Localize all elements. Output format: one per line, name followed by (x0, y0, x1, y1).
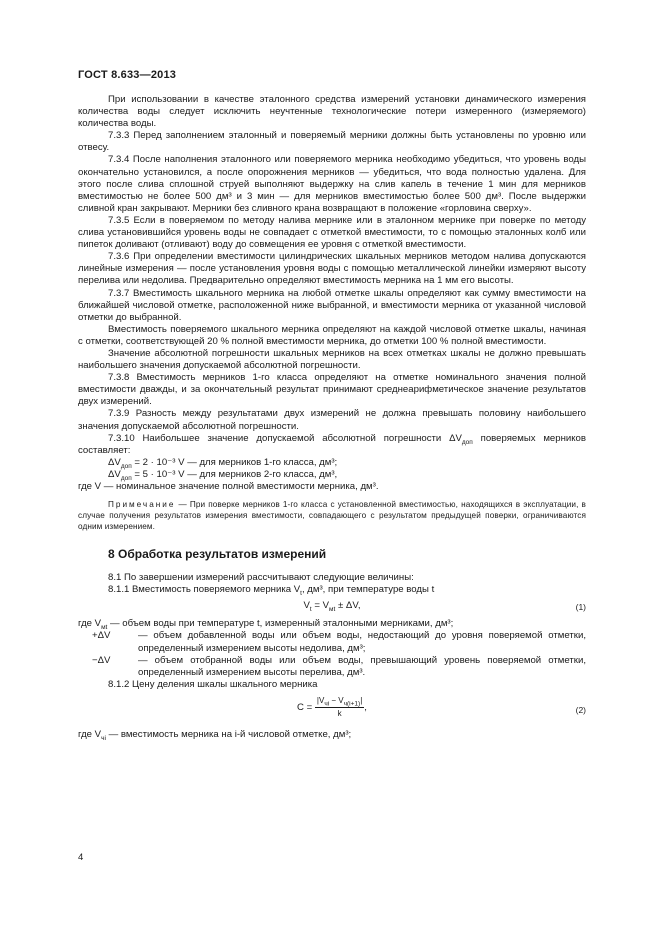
subscript: чi (101, 734, 106, 742)
subscript: t (300, 590, 302, 598)
text-run: где V (78, 618, 102, 630)
paragraph: При использовании в качестве эталонного средства измерений установки динамического измерения количества воды следует исключить неучтенные технологические потери измеренного (измеряемого) количества воды. (78, 94, 586, 130)
text-run: , дм³, при температуре воды t (301, 584, 435, 596)
paragraph-8-1: 8.1 По завершении измерений рассчитывают следующие величины: (108, 572, 414, 584)
text-run: где V (78, 728, 102, 740)
eq-text: | (360, 695, 363, 705)
text-run: — объем воды при температуре t, измеренный эталонными мерниками, дм³; (107, 618, 454, 630)
paragraph-7-3-9: 7.3.9 Разность между результатами двух измерений не должна превышать половину наибольшего значения допускаемой абсолютной погрешности. (78, 408, 586, 432)
eq-lhs: C = (297, 702, 313, 714)
equation-number: (2) (575, 704, 586, 715)
fraction-numerator (315, 695, 364, 708)
eq-text: ± ΔV, (335, 600, 361, 612)
paragraph-7-3-8: 7.3.8 Вместимость мерников 1-го класса определяют на отметке номинального значения полной вместимости дважды, и за окончательный результат принимают среднеарифметическое значение результатов двух измерений. (78, 372, 586, 408)
subscript: ч(i+1) (343, 700, 361, 708)
paragraph-8-1-2: 8.1.2 Цену деления шкалы шкального мерника (108, 678, 318, 690)
paragraph-7-3-3: 7.3.3 Перед заполнением эталонный и поверяемый мерники должны быть установлены по уровню или отвесу. (78, 130, 586, 154)
section-title: 8 Обработка результатов измерений (108, 547, 327, 562)
where-item (78, 655, 586, 679)
where-clause (78, 729, 586, 741)
text-run: — вместимость мерника на i-й числовой отметке, дм³; (105, 728, 352, 740)
page-number: 4 (78, 852, 84, 863)
equation-number: (1) (575, 602, 586, 613)
eq-tail: , (364, 702, 367, 714)
subscript: доп (120, 462, 132, 470)
where-symbol: +ΔV (92, 630, 111, 642)
eq-text: V (303, 600, 310, 612)
text-run: 7.3.10 Наибольшее значение допускаемой абсолютной погрешности ΔV (108, 432, 462, 444)
paragraph-7-3-7: 7.3.7 Вместимость шкального мерника на любой отметке шкалы определяют как сумму вместимости на ближайшей числовой отметке, расположенной ниже выбранной, и вместимости мерника от указанной числовой отметки до выбранной. (78, 287, 586, 323)
subscript: t (309, 606, 312, 614)
formula-rhs: = 5 · 10⁻³ V — для мерников 2-го класса, дм³, (131, 468, 338, 480)
eq-text: |V (316, 695, 325, 705)
where-text: — объем добавленной воды или объем воды, недостающий до уровня поверяемой отметки, определенный измерением высоты недолива, дм³; (138, 630, 586, 654)
subscript: доп (461, 438, 473, 446)
paragraph-7-3-5: 7.3.5 Если в поверяемом по методу налива мернике или в эталонном мернике при поверке по методу слива установившийся уровень воды не совпадает с отметкой вместимости, то с помощью эталонных колб или пипеток доливают (отливают) воду до совмещения ее уровня с отметкой вместимости. (78, 214, 586, 251)
formula-rhs: = 2 · 10⁻³ V — для мерников 1-го класса, дм³; (131, 456, 338, 468)
equation-1 (78, 600, 586, 614)
formula-class-2 (78, 469, 586, 481)
where-clause (78, 618, 586, 630)
page-content (78, 94, 586, 741)
text-run: 8.1.1 Вместимость поверяемого мерника V (108, 584, 301, 596)
equation-2 (78, 695, 586, 723)
note-label: Примечание (108, 500, 176, 510)
where-item (78, 630, 586, 654)
eq-text: − V (329, 695, 344, 705)
text-run: поверяемых мерников составляет: (78, 432, 586, 456)
formula-lhs: ΔV (108, 468, 121, 480)
where-symbol: −ΔV (92, 654, 111, 666)
fraction (315, 695, 364, 720)
subscript: чi (324, 700, 330, 708)
subscript: доп (120, 474, 132, 482)
page-header: ГОСТ 8.633—2013 (78, 69, 177, 81)
paragraph: Значение абсолютной погрешности шкальных мерников на всех отметках шкалы не должно превышать наибольшего значения допускаемой абсолютной погрешности. (78, 347, 586, 372)
formula-lhs: ΔV (108, 456, 121, 468)
paragraph-8-1-1 (78, 584, 586, 596)
paragraph-7-3-6: 7.3.6 При определении вместимости цилиндрических шкальных мерников методом налива допускаются линейные измерения — после установления уровня воды с помощью металлической линейки измеряют высоту перелива или недолива. Предварительно определяют вместимость мерника на 1 мм его высоты. (78, 251, 586, 287)
note (78, 499, 586, 532)
subscript: мt (329, 606, 336, 614)
paragraph: Вместимость поверяемого шкального мерника определяют на каждой числовой отметке шкалы, начиная с отметки, соответствующей 20 % полной вместимости мерника, до отметки 100 % полной вместимости. (78, 323, 586, 347)
note-text: — При поверке мерников 1-го класса с установленной вместимостью, находящихся в эксплуатации, в случае получения результатов измерения вместимости, совпадающего с результатом предыдущей поверки, ограничиваются одним измерением. (78, 500, 586, 532)
paragraph-7-3-10 (78, 433, 586, 457)
paragraph-7-3-4: 7.3.4 После наполнения эталонного или поверяемого мерника необходимо убедиться, что уровень воды окончательно установился, а после опорожнения мерников — убедиться, что вода полностью удалена. Для этого после слива сплошной струей выполняют выдержку на слив капель в течение 1 мин для мерников вместимостью не более 500 дм³ и 3 мин — для мерников вместимостью более 500 дм³. После выдержки сливной кран закрывают. Мерники без сливного крана возвращают в положение «горловина сверху». (78, 154, 586, 214)
where-clause: где V — номинальное значение полной вместимости мерника, дм³. (78, 481, 379, 492)
eq-text: = V (311, 600, 330, 612)
subscript: мt (101, 624, 108, 632)
fraction-denominator: k (337, 709, 342, 719)
where-text: — объем отобранной воды или объем воды, превышающий уровень поверяемой отметки, определенный измерением высоты перелива, дм³. (138, 654, 586, 678)
formula-class-1 (78, 457, 586, 469)
